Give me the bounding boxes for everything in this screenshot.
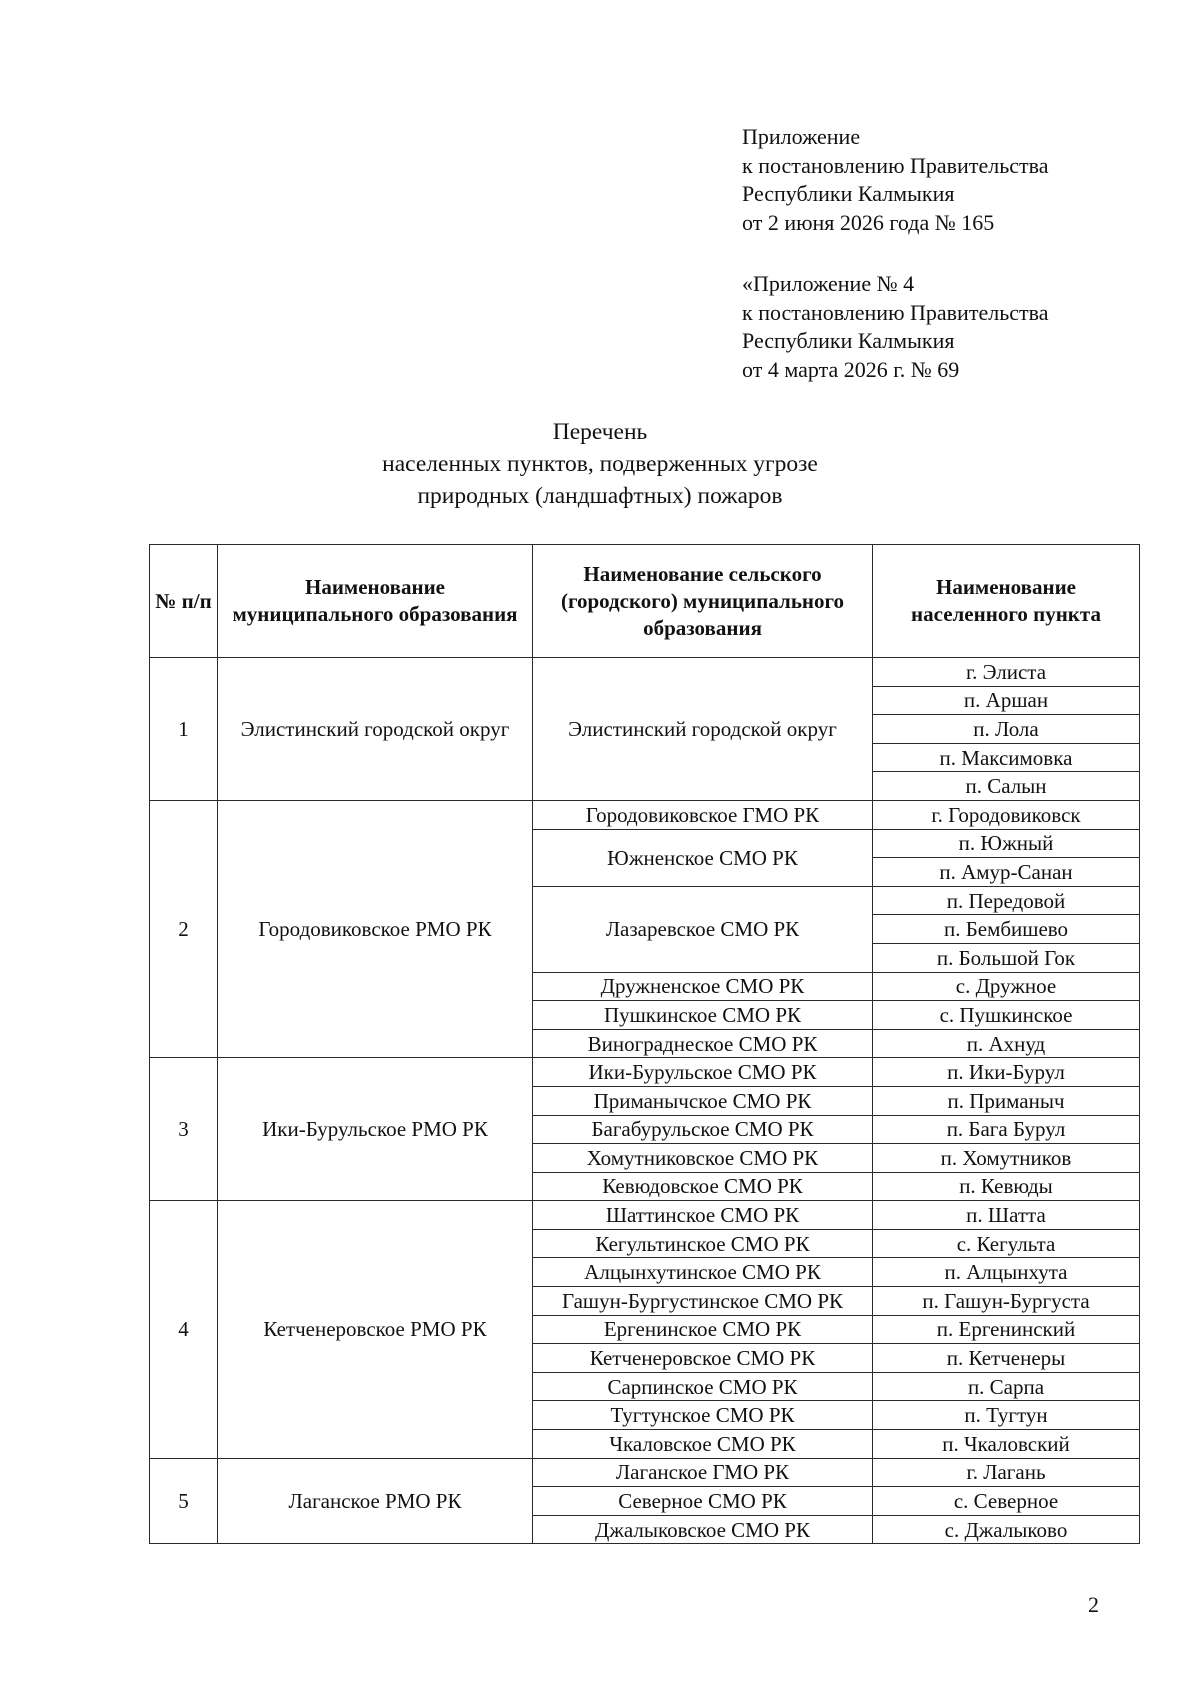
settlements-table — [149, 544, 1140, 1544]
addendum-line: Приложение — [742, 124, 861, 149]
sub-municipality-name: Шаттинское СМО РК — [533, 1201, 873, 1230]
row-number: 5 — [150, 1458, 218, 1544]
sub-municipality-name: Ергенинское СМО РК — [533, 1315, 873, 1344]
settlement-name: п. Максимовка — [873, 743, 1140, 772]
sub-municipality-name: Тугтунское СМО РК — [533, 1401, 873, 1430]
header-number: № п/п — [150, 545, 218, 658]
settlement-name: с. Дружное — [873, 972, 1140, 1001]
row-number: 4 — [150, 1201, 218, 1458]
municipality-name: Лаганское РМО РК — [218, 1458, 533, 1544]
settlement-name: п. Тугтун — [873, 1401, 1140, 1430]
settlement-name: п. Ики-Бурул — [873, 1058, 1140, 1087]
settlement-name: п. Хомутников — [873, 1144, 1140, 1173]
settlement-name: г. Городовиковск — [873, 800, 1140, 829]
addendum-header — [742, 123, 1048, 237]
sub-municipality-name: Кегультинское СМО РК — [533, 1229, 873, 1258]
header-settlement: Наименование населенного пункта — [873, 545, 1140, 658]
settlement-name: п. Кетченеры — [873, 1344, 1140, 1373]
settlement-name: п. Сарпа — [873, 1372, 1140, 1401]
sub-municipality-name: Кетченеровское СМО РК — [533, 1344, 873, 1373]
sub-municipality-name: Элистинский городской округ — [533, 658, 873, 801]
settlement-name: с. Пушкинское — [873, 1001, 1140, 1030]
title-line: Перечень — [552, 419, 648, 445]
row-number: 2 — [150, 800, 218, 1057]
settlement-name: с. Северное — [873, 1487, 1140, 1516]
document-title — [0, 416, 1200, 512]
addendum-line: от 2 июня 2026 года № 165 — [742, 209, 995, 235]
sub-municipality-name: Ики-Бурульское СМО РК — [533, 1058, 873, 1087]
settlement-name: п. Лола — [873, 715, 1140, 744]
sub-municipality-name: Гашун-Бургустинское СМО РК — [533, 1287, 873, 1316]
row-number: 1 — [150, 658, 218, 801]
table-row — [150, 800, 1140, 829]
addendum-line: к постановлению Правительства — [742, 299, 1049, 325]
settlement-name: п. Бага Бурул — [873, 1115, 1140, 1144]
settlement-name: п. Ергенинский — [873, 1315, 1140, 1344]
sub-municipality-name: Хомутниковское СМО РК — [533, 1144, 873, 1173]
table-row — [150, 1458, 1140, 1487]
sub-municipality-name: Лаганское ГМО РК — [533, 1458, 873, 1487]
title-line: населенных пунктов, подверженных угрозе — [382, 451, 818, 477]
sub-municipality-name: Южненское СМО РК — [533, 829, 873, 886]
page-number: 2 — [1088, 1592, 1099, 1617]
settlement-name: п. Шатта — [873, 1201, 1140, 1230]
settlement-name: п. Амур-Санан — [873, 858, 1140, 887]
settlement-name: г. Элиста — [873, 658, 1140, 687]
settlement-name: п. Аршан — [873, 686, 1140, 715]
sub-municipality-name: Чкаловское СМО РК — [533, 1430, 873, 1459]
settlement-name: п. Салын — [873, 772, 1140, 801]
settlement-name: с. Кегульта — [873, 1229, 1140, 1258]
settlement-name: п. Чкаловский — [873, 1430, 1140, 1459]
addendum-line: к постановлению Правительства — [742, 152, 1049, 178]
municipality-name: Элистинский городской округ — [218, 658, 533, 801]
table-row — [150, 658, 1140, 687]
header-municipality: Наименование муниципального образования — [218, 545, 533, 658]
settlement-name: п. Кевюды — [873, 1172, 1140, 1201]
sub-municipality-name: Винограднеское СМО РК — [533, 1029, 873, 1058]
settlement-name: п. Передовой — [873, 886, 1140, 915]
settlement-name: п. Приманыч — [873, 1086, 1140, 1115]
row-number: 3 — [150, 1058, 218, 1201]
sub-municipality-name: Сарпинское СМО РК — [533, 1372, 873, 1401]
municipality-name: Городовиковское РМО РК — [218, 800, 533, 1057]
settlement-name: п. Ахнуд — [873, 1029, 1140, 1058]
title-line: природных (ландшафтных) пожаров — [417, 483, 783, 509]
header-sub-municipality: Наименование сельского (городского) муниципального образования — [533, 545, 873, 658]
municipality-name: Кетченеровское РМО РК — [218, 1201, 533, 1458]
sub-municipality-name: Лазаревское СМО РК — [533, 886, 873, 972]
sub-municipality-name: Кевюдовское СМО РК — [533, 1172, 873, 1201]
settlement-name: с. Джалыково — [873, 1515, 1140, 1544]
settlement-name: п. Бембишево — [873, 915, 1140, 944]
settlement-name: п. Южный — [873, 829, 1140, 858]
sub-municipality-name: Дружненское СМО РК — [533, 972, 873, 1001]
sub-municipality-name: Городовиковское ГМО РК — [533, 800, 873, 829]
sub-municipality-name: Алцынхутинское СМО РК — [533, 1258, 873, 1287]
settlement-name: п. Большой Гок — [873, 943, 1140, 972]
table-body — [150, 658, 1140, 1544]
settlement-name: п. Гашун-Бургуста — [873, 1287, 1140, 1316]
addendum-line: от 4 марта 2026 г. № 69 — [742, 356, 960, 382]
previous-addendum-header — [742, 270, 1048, 384]
settlement-name: г. Лагань — [873, 1458, 1140, 1487]
table-header-row — [150, 545, 1140, 658]
addendum-line: Республики Калмыкия — [742, 328, 955, 353]
table-row — [150, 1058, 1140, 1087]
settlement-name: п. Алцынхута — [873, 1258, 1140, 1287]
table-row — [150, 1201, 1140, 1230]
sub-municipality-name: Джалыковское СМО РК — [533, 1515, 873, 1544]
sub-municipality-name: Приманычское СМО РК — [533, 1086, 873, 1115]
municipality-name: Ики-Бурульское РМО РК — [218, 1058, 533, 1201]
sub-municipality-name: Багабурульское СМО РК — [533, 1115, 873, 1144]
sub-municipality-name: Северное СМО РК — [533, 1487, 873, 1516]
sub-municipality-name: Пушкинское СМО РК — [533, 1001, 873, 1030]
addendum-line: Республики Калмыкия — [742, 181, 955, 206]
addendum-line: «Приложение № 4 — [742, 271, 915, 296]
